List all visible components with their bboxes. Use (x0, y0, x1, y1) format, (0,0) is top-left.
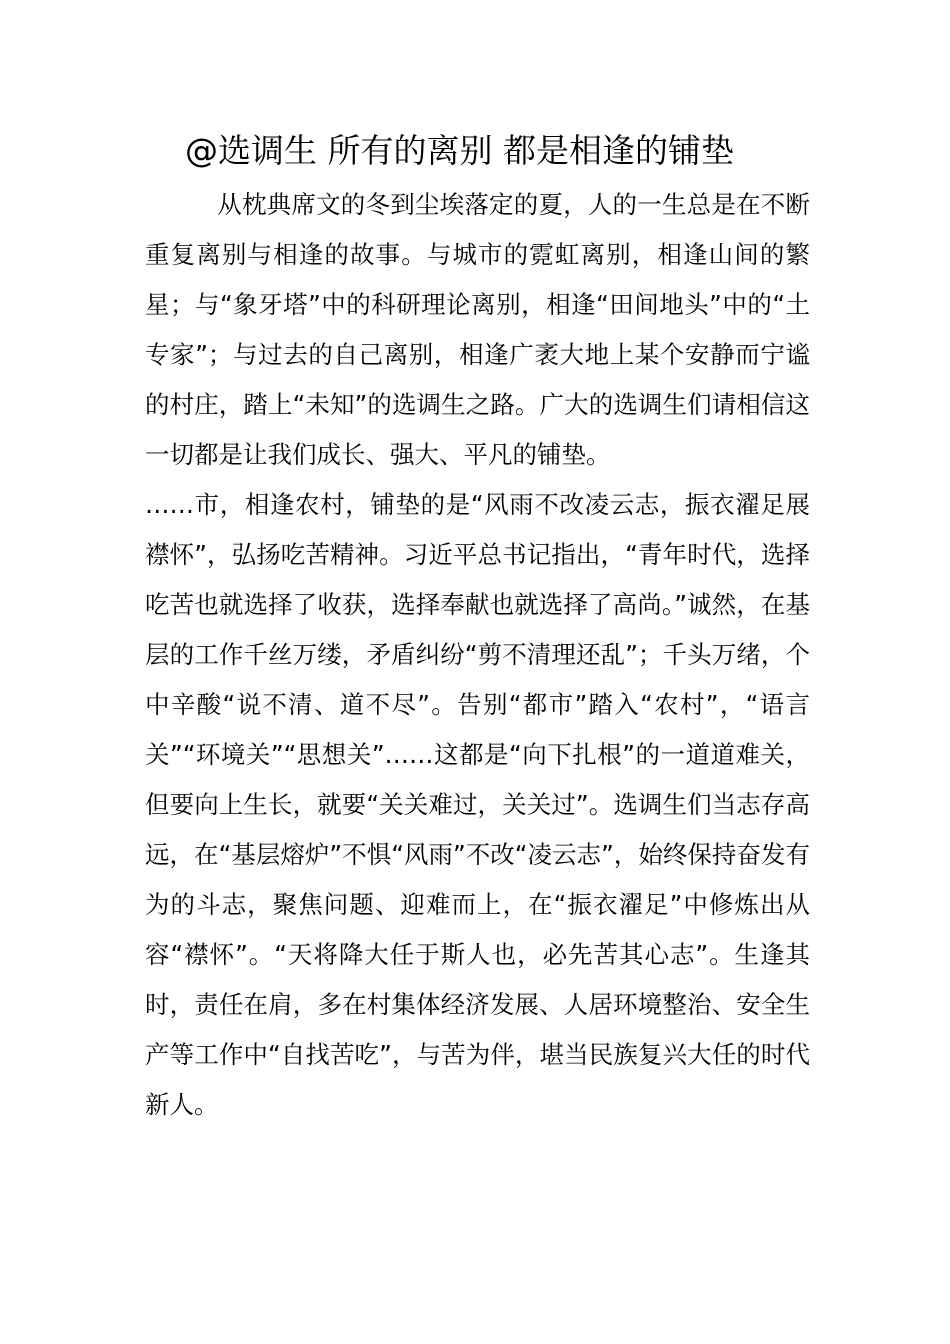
document-page (145, 126, 810, 1130)
paragraph-intro: 从枕典席文的冬到尘埃落定的夏，人的一生总是在不断重复离别与相逢的故事。与城市的霓虹离别，相逢山间的繁星；与“象牙塔”中的科研理论离别，相逢“田间地头”中的“土专家”；与过去的自己离别，相逢广袤大地上某个安静而宁谧的村庄，踏上“未知”的选调生之路。广大的选调生们请相信这一切都是让我们成长、强大、平凡的铺垫。 (145, 190, 810, 469)
paragraph-body: ……市，相逢农村，铺垫的是“风雨不改凌云志，振衣濯足展襟怀”，弘扬吃苦精神。习近平总书记指出，“青年时代，选择吃苦也就选择了收获，选择奉献也就选择了高尚。”诚然，在基层的工作千丝万缕，矛盾纠纷“剪不清理还乱”；千头万绪，个中辛酸“说不清、道不尽”。告别“都市”踏入“农村”，“语言关”“环境关”“思想关”……这都是“向下扎根”的一道道难关，但要向上生长，就要“关关难过，关关过”。选调生们当志存高远，在“基层熔炉”不惧“风雨”不改“凌云志”，始终保持奋发有为的斗志，聚焦问题、迎难而上，在“振衣濯足”中修炼出从容“襟怀”。“天将降大任于斯人也，必先苦其心志”。生逢其时，责任在肩，多在村集体经济发展、人居环境整治、安全生产等工作中“自找苦吃”，与苦为伴，堪当民族复兴大任的时代新人。 (145, 490, 810, 1119)
document-title: @选调生 所有的离别 都是相逢的铺垫 (185, 131, 734, 170)
